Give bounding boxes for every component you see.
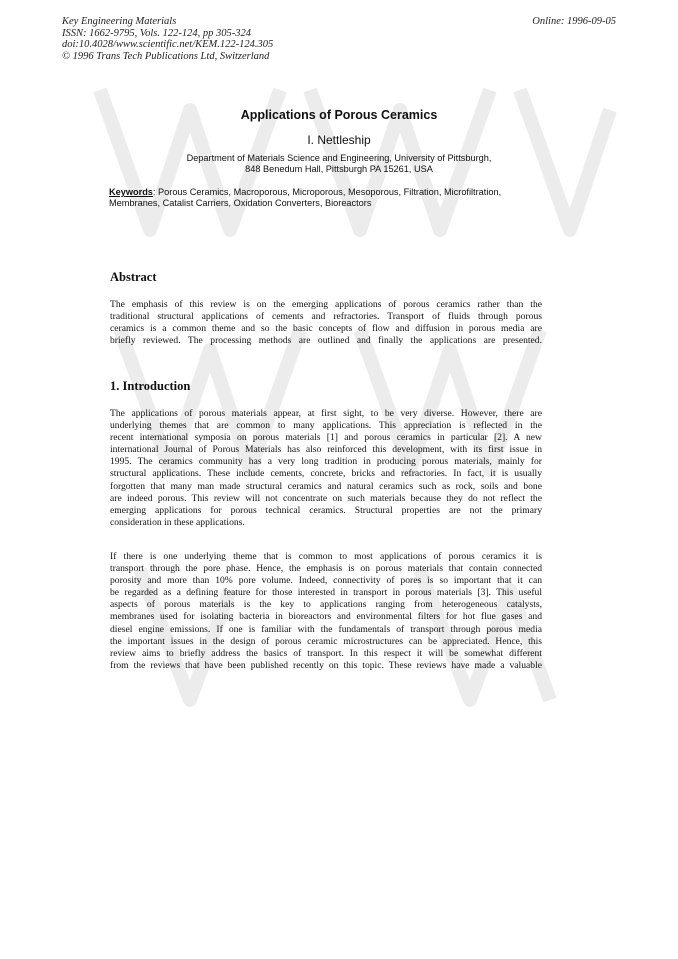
text-line: briefly reviewed. The processing methods are outlined and finally the applications are presented. xyxy=(110,335,542,347)
text-line: membranes used for isolating bacteria in bioreactors and environmental filters for hot flue gases and xyxy=(110,611,542,623)
text-line: emerging applications for porous technical ceramics. Structural properties are not the primary xyxy=(110,504,542,516)
keywords-text: : Porous Ceramics, Macroporous, Microporous, Mesoporous, Filtration, Microfiltration, xyxy=(152,187,502,197)
text-line: aspects of porous materials is the key to applications ranging from heterogeneous catalysts, xyxy=(110,599,542,611)
text-line: the important issues in the design of porous ceramic microstructures can be appreciated. Hence, this xyxy=(110,635,542,647)
paper-author: I. Nettleship xyxy=(307,133,371,147)
abstract-paragraph xyxy=(110,299,542,347)
introduction-paragraph xyxy=(110,551,542,672)
affiliation-line: Department of Materials Science and Engineering, University of Pittsburgh, xyxy=(186,153,492,163)
text-line: traditional structural applications of cements and refractories. Transport of fluids through porous xyxy=(110,311,542,323)
text-line: If there is one underlying theme that is common to most applications of porous ceramics it is xyxy=(110,551,542,562)
text-line: ceramics is a common theme and so the basic concepts of flow and diffusion in porous media are xyxy=(110,323,542,335)
paper-title: Applications of Porous Ceramics xyxy=(240,108,438,122)
journal-name: Key Engineering Materials xyxy=(62,16,177,27)
introduction-heading: 1. Introduction xyxy=(110,379,191,393)
text-line: The emphasis of this review is on the emerging applications of porous ceramics rather than the xyxy=(110,299,542,310)
text-line: porosity and more than 10% pore volume. Indeed, connectivity of pores is so important that it can xyxy=(110,575,542,587)
text-line: review aims to briefly address the basics of transport. In this respect it will be somewhat different xyxy=(110,647,542,659)
introduction-paragraph xyxy=(110,408,542,529)
text-line: 1995. The ceramics community has a very long tradition in producing porous materials, mainly for xyxy=(110,456,542,468)
doi-link[interactable]: doi:10.4028/www.scientific.net/KEM.122-124.305 xyxy=(62,39,274,51)
copyright-line: © 1996 Trans Tech Publications Ltd, Switzerland xyxy=(62,50,270,62)
text-line: transport through the pore phase. Hence, the emphasis is on porous materials that contain connected xyxy=(110,563,542,575)
journal-metadata xyxy=(62,16,273,62)
affiliation-line: 848 Benedum Hall, Pittsburgh PA 15261, USA xyxy=(245,164,433,175)
text-line: are indeed porous. This review will not concentrate on such materials because they do not reflect the xyxy=(110,492,542,504)
text-line: The applications of porous materials appear, at first sight, to be very diverse. However, there are xyxy=(110,408,542,419)
online-date: Online: 1996-09-05 xyxy=(532,16,616,27)
affiliation xyxy=(0,153,678,176)
issn-line: ISSN: 1662-9795, Vols. 122-124, pp 305-324 xyxy=(62,27,251,39)
keywords xyxy=(109,187,559,210)
text-line: from the reviews that have been published recently on this topic. These reviews have made a valuable xyxy=(110,659,542,671)
abstract-heading: Abstract xyxy=(110,270,157,284)
text-line: international Journal of Porous Materials has also reinforced this development, with its first issue in xyxy=(110,444,542,456)
text-line: recent international symposia on porous materials [1] and porous ceramics in particular [2]. A new xyxy=(110,432,542,444)
text-line: forgotten that many man made structural ceramics and natural ceramics such as rock, soils and bone xyxy=(110,480,542,492)
text-line: be regarded as a defining feature for those interested in transport in porous materials [3]. This useful xyxy=(110,587,542,599)
text-line: consideration in these applications. xyxy=(110,516,245,528)
keywords-label: Keywords xyxy=(109,187,153,197)
text-line: diesel engine emissions. If one is familiar with the fundamentals of transport through porous media xyxy=(110,623,542,635)
text-line: underlying themes that are common to many applications. This appreciation is reflected in the xyxy=(110,420,542,432)
text-line: structural applications. These include cements, concrete, bricks and refractories. In fact, it is usually xyxy=(110,468,542,480)
keywords-text: Membranes, Catalist Carriers, Oxidation Converters, Bioreactors xyxy=(109,198,372,209)
